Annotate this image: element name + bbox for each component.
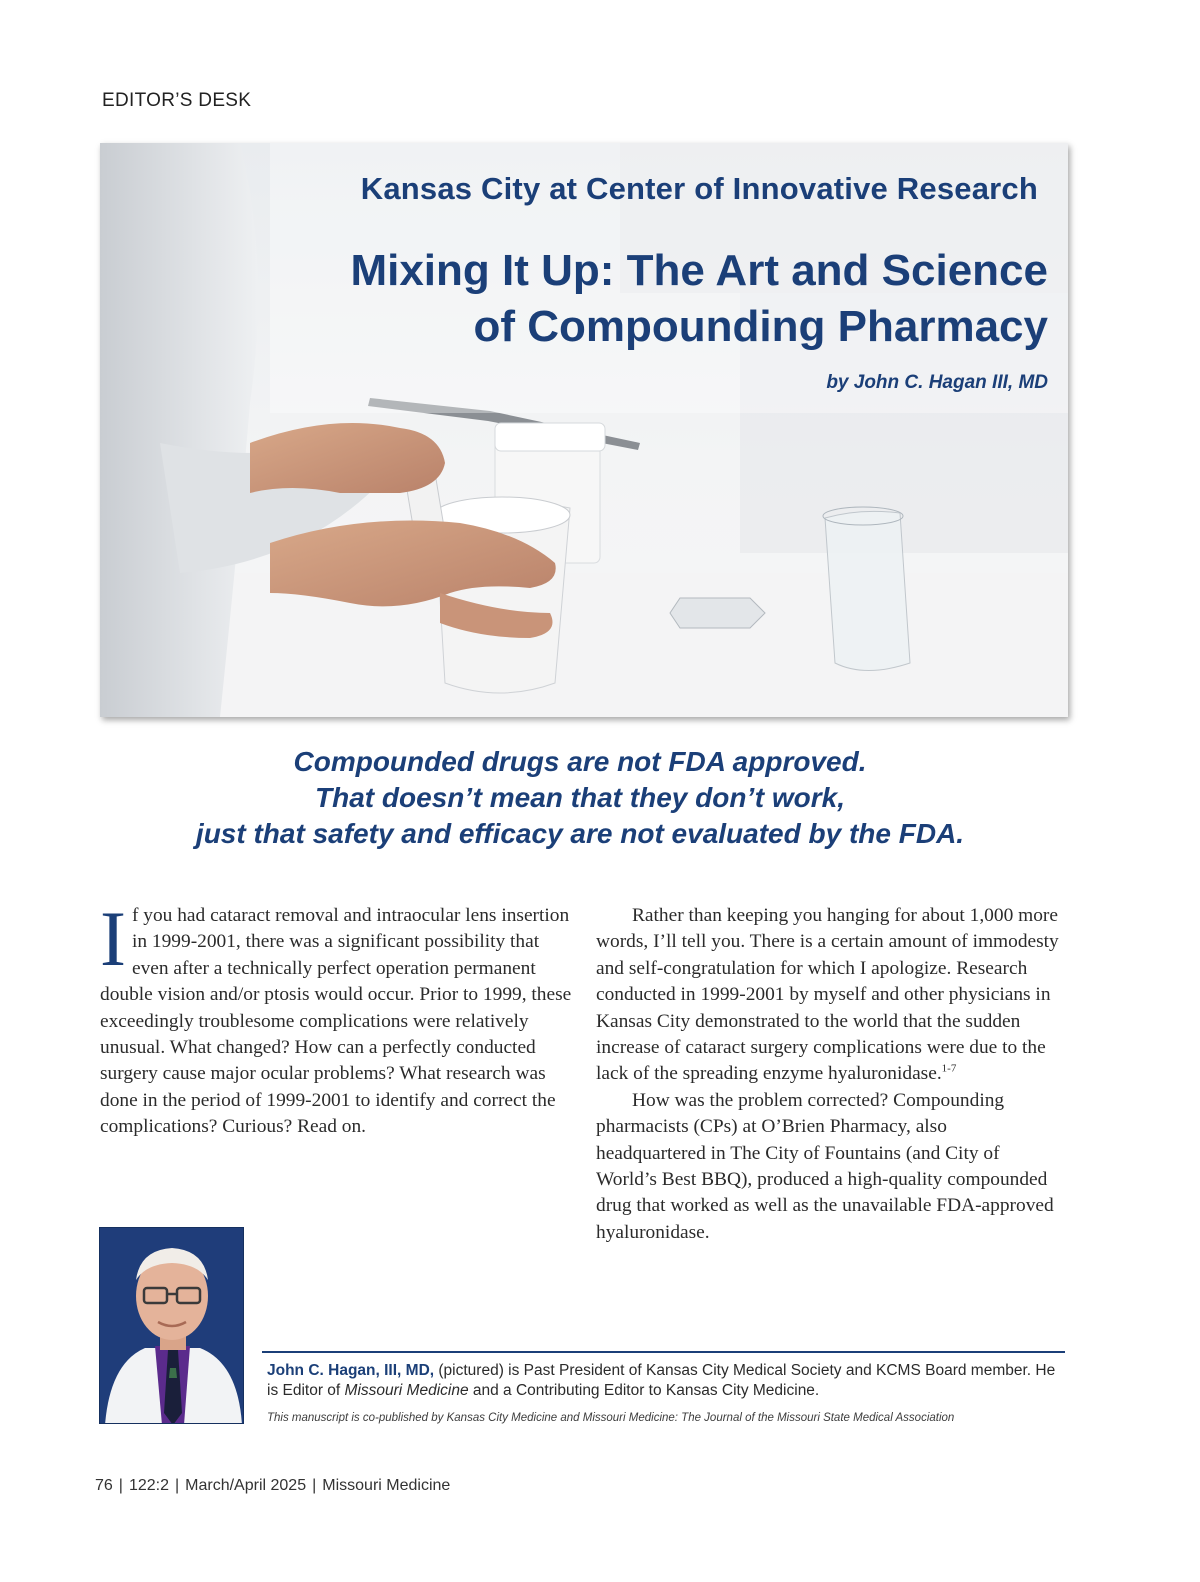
intro-paragraph: f you had cataract removal and intraocular lens insertion in 1999-2001, there was a significant possibility that even after a technically perfect operation permanent double vision and/or ptosis would occur. Prior to 1999, these exceedingly troublesome complications were relatively unusual. What changed? How can a perfectly conducted surgery cause major ocular problems? What research was done in the period of 1999-2001 to identify and correct the complications? Curious? Read on. — [100, 905, 572, 1138]
article-title-line-1: Mixing It Up: The Art and Science — [350, 246, 1048, 295]
pull-quote — [100, 744, 1060, 852]
article-title-line-2: of Compounding Pharmacy — [473, 302, 1048, 351]
section-label: EDITOR’S DESK — [102, 90, 252, 111]
author-portrait-photo — [100, 1228, 244, 1424]
drop-cap: I — [100, 895, 126, 982]
page-number: 76 — [95, 1477, 113, 1494]
article-title — [248, 243, 1048, 355]
hero-banner — [100, 143, 1068, 717]
copublication-note: This manuscript is co-published by Kansas City Medicine and Missouri Medicine: The Journal of the Missouri State Medical Association — [267, 1412, 955, 1424]
bio-divider — [262, 1351, 1065, 1353]
paragraph-answer: Rather than keeping you hanging for about 1,000 more words, I’ll tell you. There is a certain amount of immodesty and self-congratulation for which I apologize. Research conducted in 1999-2001 by myself and other physicians in Kansas City demonstrated to the world that the sudden increase of cataract surgery complications were due to the lack of the spreading enzyme hyaluronidase.$^{1-7}$ — [596, 905, 1059, 1085]
author-name: John C. Hagan, III, MD, — [267, 1362, 435, 1379]
journal-name: Missouri Medicine — [344, 1381, 469, 1399]
pharmacist-mortar-pestle-photo — [100, 143, 1068, 717]
author-bio: John C. Hagan, III, MD, (pictured) is Past President of Kansas City Medical Society and KCMS Board member. He is Editor of Missouri Medicine and a Contributing Editor to Kansas City Medicine. — [267, 1362, 1056, 1399]
article-column-left — [100, 895, 572, 1141]
pull-quote-line-1: Compounded drugs are not FDA approved. — [293, 746, 867, 777]
author-portrait — [99, 1227, 244, 1424]
article-column-right — [596, 903, 1061, 1246]
pull-quote-line-3: just that safety and efficacy are not evaluated by the FDA. — [195, 818, 965, 849]
byline: by John C. Hagan III, MD — [826, 372, 1048, 393]
issue-number: 122:2 — [128, 1477, 169, 1494]
hero-kicker: Kansas City at Center of Innovative Research — [360, 171, 1038, 206]
issue-date: March/April 2025 — [185, 1477, 307, 1494]
reference-superscript: 1-7 — [941, 1062, 957, 1075]
page-footer: 76 | 122:2 | March/April 2025 | Missouri Medicine — [95, 1477, 451, 1494]
paragraph-correction: How was the problem corrected? Compounding pharmacists (CPs) at O’Brien Pharmacy, also headquartered in The City of Fountains (and City of World’s Best BBQ), produced a high-quality compounded drug that worked as well as the unavailable FDA-approved hyaluronidase. — [596, 1089, 1054, 1243]
pull-quote-line-2: That doesn’t mean that they don’t work, — [315, 782, 845, 813]
footer-journal: Missouri Medicine — [322, 1477, 451, 1494]
